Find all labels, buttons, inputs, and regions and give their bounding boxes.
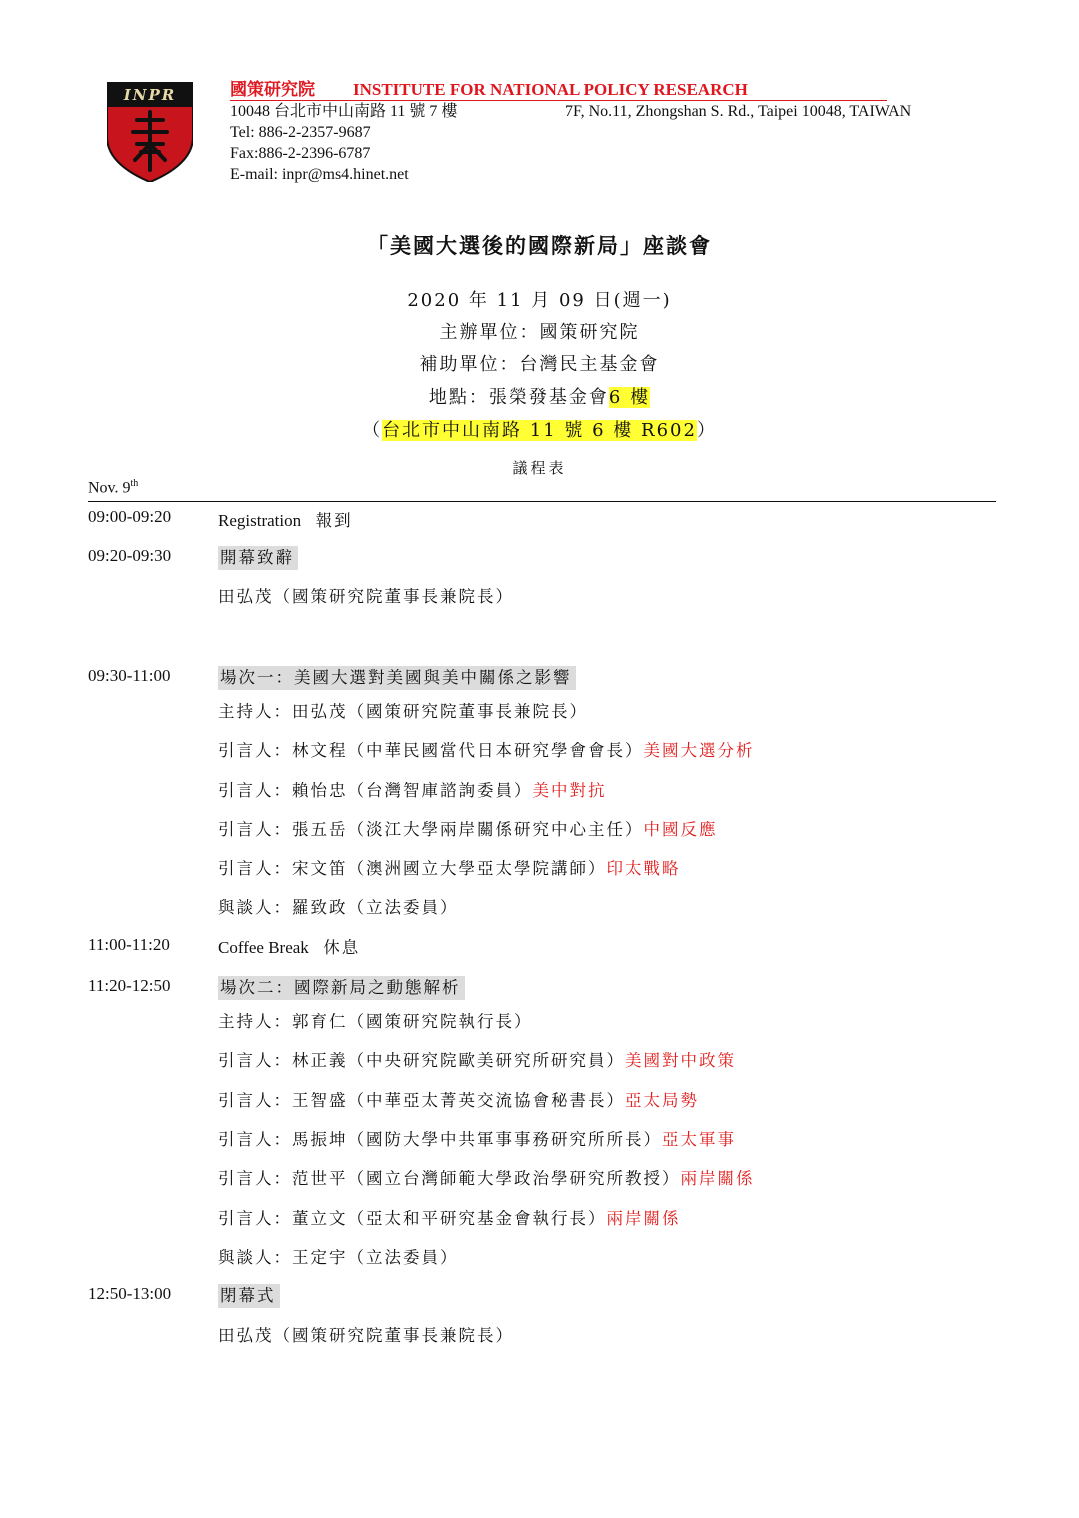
agenda-date [88,478,138,497]
speaker-text: 引言人：林文程（中華民國當代日本研究學會會長） [218,741,644,760]
speaker-text: 引言人：林正義（中央研究院歐美研究所研究員） [218,1051,625,1070]
agenda-heading: 議程表 [512,459,567,477]
opening-speaker: 田弘茂（國策研究院董事長兼院長） [218,587,514,606]
event-organizer: 主辦單位：國策研究院 [439,322,640,343]
event-venue [0,383,1079,409]
time-session-2: 11:20-12:50 [88,976,171,995]
speaker-topic: 印太戰略 [606,859,681,878]
time-session-1: 09:30-11:00 [88,666,171,685]
session-1-speaker [218,816,718,840]
address-zh: 10048 台北市中山南路 11 號 7 樓 [230,103,458,120]
session-2-speaker [218,1126,736,1150]
speaker-topic: 中國反應 [643,820,718,839]
venue-floor: 6 樓 [608,387,651,408]
coffee-break-en: Coffee Break [218,938,309,957]
session-1-speaker [218,777,607,801]
session-1-speaker [218,855,681,879]
coffee-break-zh: 休息 [323,938,361,957]
registration-zh: 報到 [315,511,353,530]
speaker-topic: 美國對中政策 [625,1051,736,1070]
time-registration: 09:00-09:20 [88,507,172,526]
speaker-topic: 美中對抗 [532,781,607,800]
session-2-host: 主持人：郭育仁（國策研究院執行長） [218,1012,533,1031]
email: E-mail: inpr@ms4.hinet.net [230,166,409,183]
event-address [0,416,1079,442]
session-label: 場次二：國際新局之動態解析 [218,976,465,1000]
speaker-topic: 兩岸關係 [606,1209,681,1228]
fax: Fax:886-2-2396-6787 [230,145,371,162]
session-2-speaker [218,1047,736,1071]
registration-item [218,507,353,531]
time-opening: 09:20-09:30 [88,546,172,565]
session-1-discussant: 與談人：羅致政（立法委員） [218,898,459,917]
closing-session [218,1282,280,1306]
time-closing: 12:50-13:00 [88,1284,172,1303]
agenda-date-label: Nov. 9 [88,479,131,497]
session-1-title [218,664,576,688]
address-close-paren: ） [696,420,717,441]
org-name-zh: 國策研究院 [230,80,315,99]
session-label: 開幕致辭 [218,546,298,570]
speaker-text: 引言人：董立文（亞太和平研究基金會執行長） [218,1209,607,1228]
venue-address: 台北市中山南路 11 號 6 樓 R602 [382,420,697,441]
speaker-topic: 美國大選分析 [643,741,755,760]
session-2-speaker [218,1165,755,1189]
session-label: 場次一：美國大選對美國與美中關係之影響 [218,666,576,690]
event-sponsor: 補助單位：台灣民主基金會 [419,354,660,375]
letterhead-title [230,80,887,101]
registration-en: Registration [218,511,302,530]
org-name-en: INSTITUTE FOR NATIONAL POLICY RESEARCH [353,80,748,99]
speaker-text: 引言人：王智盛（中華亞太菁英交流協會秘書長） [218,1091,625,1110]
address-en: 7F, No.11, Zhongshan S. Rd., Taipei 10048, TAIWAN [565,103,912,120]
session-2-speaker [218,1205,681,1229]
session-label: 閉幕式 [218,1284,280,1308]
time-coffee-break: 11:00-11:20 [88,935,170,954]
closing-speaker: 田弘茂（國策研究院董事長兼院長） [218,1326,514,1345]
speaker-topic: 兩岸關係 [680,1169,755,1188]
event-date: 2020 年 11 月 09 日(週一) [407,290,672,311]
speaker-topic: 亞太局勢 [625,1091,699,1110]
session-1-speaker [218,737,755,761]
speaker-text: 引言人：范世平（國立台灣師範大學政治學研究所教授） [218,1169,681,1188]
address-open-paren: （ [362,420,383,441]
speaker-text: 引言人：賴怡忠（台灣智庫諮詢委員） [218,781,533,800]
session-1-host: 主持人：田弘茂（國策研究院董事長兼院長） [218,702,588,721]
event-title: 「美國大選後的國際新局」座談會 [367,233,712,258]
session-2-discussant: 與談人：王定宇（立法委員） [218,1248,459,1267]
header-divider [88,501,996,502]
letterhead [230,80,970,185]
venue-name: 地點：張榮發基金會 [428,387,609,408]
svg-text:INPR: INPR [123,86,177,104]
opening-session [218,544,298,568]
speaker-text: 引言人：宋文笛（澳洲國立大學亞太學院講師） [218,859,607,878]
speaker-text: 引言人：張五岳（淡江大學兩岸關係研究中心主任） [218,820,644,839]
tel: Tel: 886-2-2357-9687 [230,124,371,141]
speaker-topic: 亞太軍事 [662,1130,736,1149]
speaker-text: 引言人：馬振坤（國防大學中共軍事事務研究所所長） [218,1130,662,1149]
session-2-speaker [218,1087,699,1111]
session-2-title [218,974,465,998]
inpr-shield-logo [107,82,193,182]
coffee-break-item [218,934,360,958]
agenda-date-suffix: th [130,478,139,489]
address-line [230,101,970,122]
